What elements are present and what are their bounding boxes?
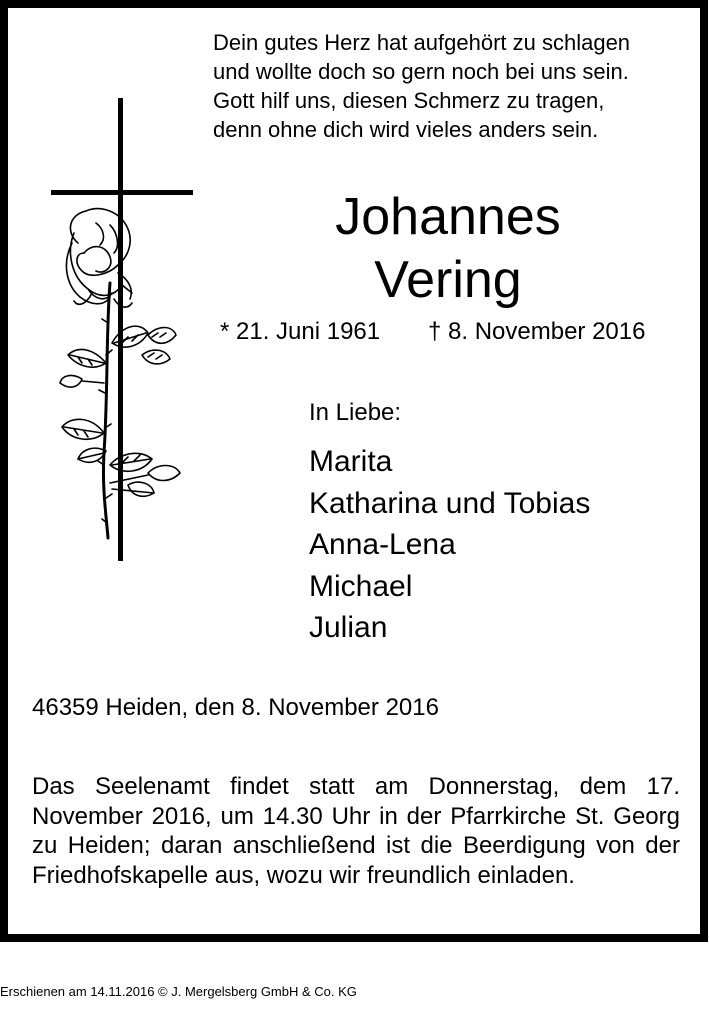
mourners-list <box>309 441 590 649</box>
verse-line: denn ohne dich wird vieles anders sein. <box>213 117 599 142</box>
mourner-name: Anna-Lena <box>309 528 456 562</box>
publication-footer: Erschienen am 14.11.2016 © J. Mergelsberg GmbH & Co. KG <box>0 984 357 999</box>
deceased-first-name: Johannes <box>335 188 561 246</box>
mourner-name: Katharina und Tobias <box>309 486 591 520</box>
cross-with-rose-icon <box>48 93 198 568</box>
memorial-verse <box>213 28 630 144</box>
birth-date: * 21. Juni 1961 <box>220 318 381 345</box>
mourner-name: Marita <box>309 445 393 478</box>
mourner-name: Michael <box>309 569 413 603</box>
verse-line: Gott hilf uns, diesen Schmerz zu tragen, <box>213 88 605 113</box>
funeral-service-text: Das Seelenamt findet statt am Donnerstag, dem 17. November 2016, um 14.30 Uhr in der Pfarrkirche St. Georg zu Heiden; daran anschließend ist die Beerdigung von der Friedhofskapelle aus, wozu wir freundlich einladen. <box>32 773 680 889</box>
deceased-last-name: Vering <box>374 251 522 309</box>
mourners-intro: In Liebe: <box>309 399 402 426</box>
place-and-date: 46359 Heiden, den 8. November 2016 <box>32 694 439 721</box>
death-date: † 8. November 2016 <box>428 318 646 345</box>
mourner-name: Julian <box>309 611 388 645</box>
verse-line: und wollte doch so gern noch bei uns sein. <box>213 59 629 84</box>
verse-line: Dein gutes Herz hat aufgehört zu schlagen <box>213 30 631 55</box>
